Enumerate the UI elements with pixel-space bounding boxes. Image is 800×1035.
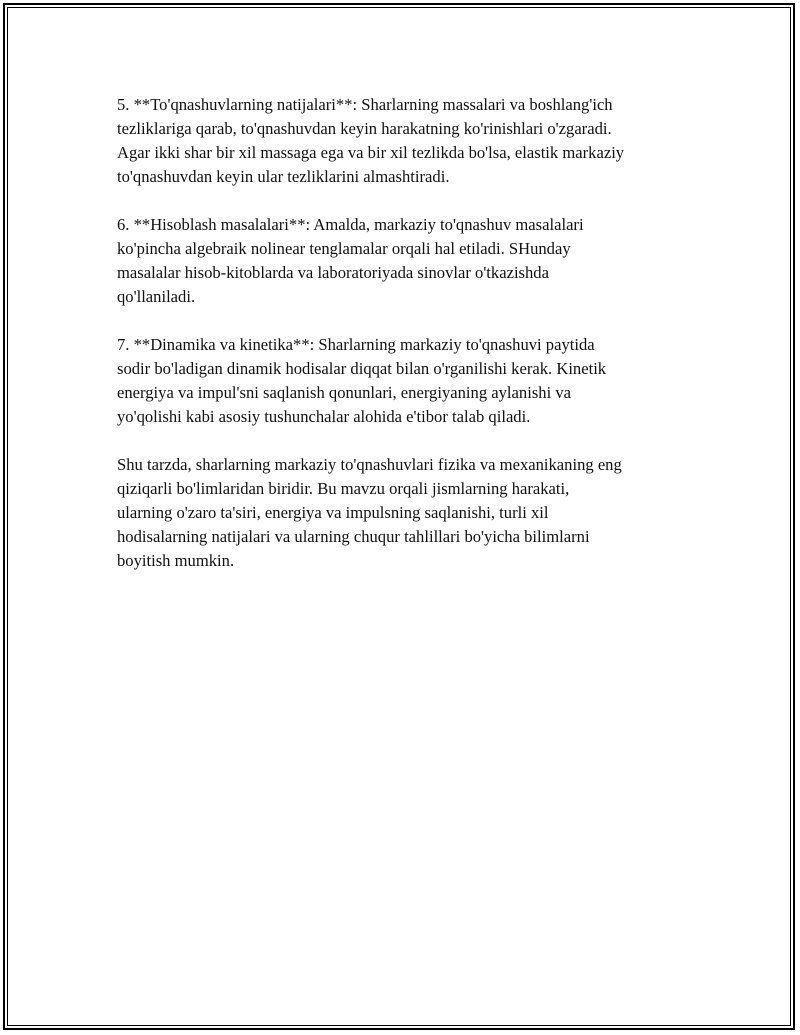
paragraph-dynamics-kinetics: 7. **Dinamika va kinetika**: Sharlarning markaziy to'qnashuvi paytida sodir bo'ladigan dinamik hodisalar diqqat bilan o'rganilishi kerak. Kinetik energiya va impul'sni saqlanish qonunlari, energiyaning aylanishi va yo'qolishi kabi asosiy tushunchalar alohida e'tibor talab qiladi.	[117, 335, 607, 426]
paragraph-conclusion: Shu tarzda, sharlarning markaziy to'qnashuvlari fizika va mexanikaning eng qiziqarli bo'limlaridan biridir. Bu mavzu orqali jismlarning harakati, ularning o'zaro ta'siri, energiya va impulsning saqlanishi, turli xil hodisalarning natijalari va ularning chuqur tahlillari bo'yicha bilimlarni boyitish mumkin.	[117, 455, 622, 570]
paragraph-collision-results: 5. **To'qnashuvlarning natijalari**: Sharlarning massalari va boshlang'ich tezliklariga qarab, to'qnashuvdan keyin harakatning ko'rinishlari o'zgaradi. Agar ikki shar bir xil massaga ega va bir xil tezlikda bo'lsa, elastik markaziy to'qnashuvdan keyin ular tezliklarini almashtiradi.	[117, 95, 625, 186]
paragraph-calculation-problems: 6. **Hisoblash masalalari**: Amalda, markaziy to'qnashuv masalalari ko'pincha algebraik nolinear tenglamalar orqali hal etiladi. SHunday masalalar hisob-kitoblarda va laboratoriyada sinovlar o'tkazishda qo'llaniladi.	[117, 215, 584, 306]
document-body	[117, 93, 697, 597]
